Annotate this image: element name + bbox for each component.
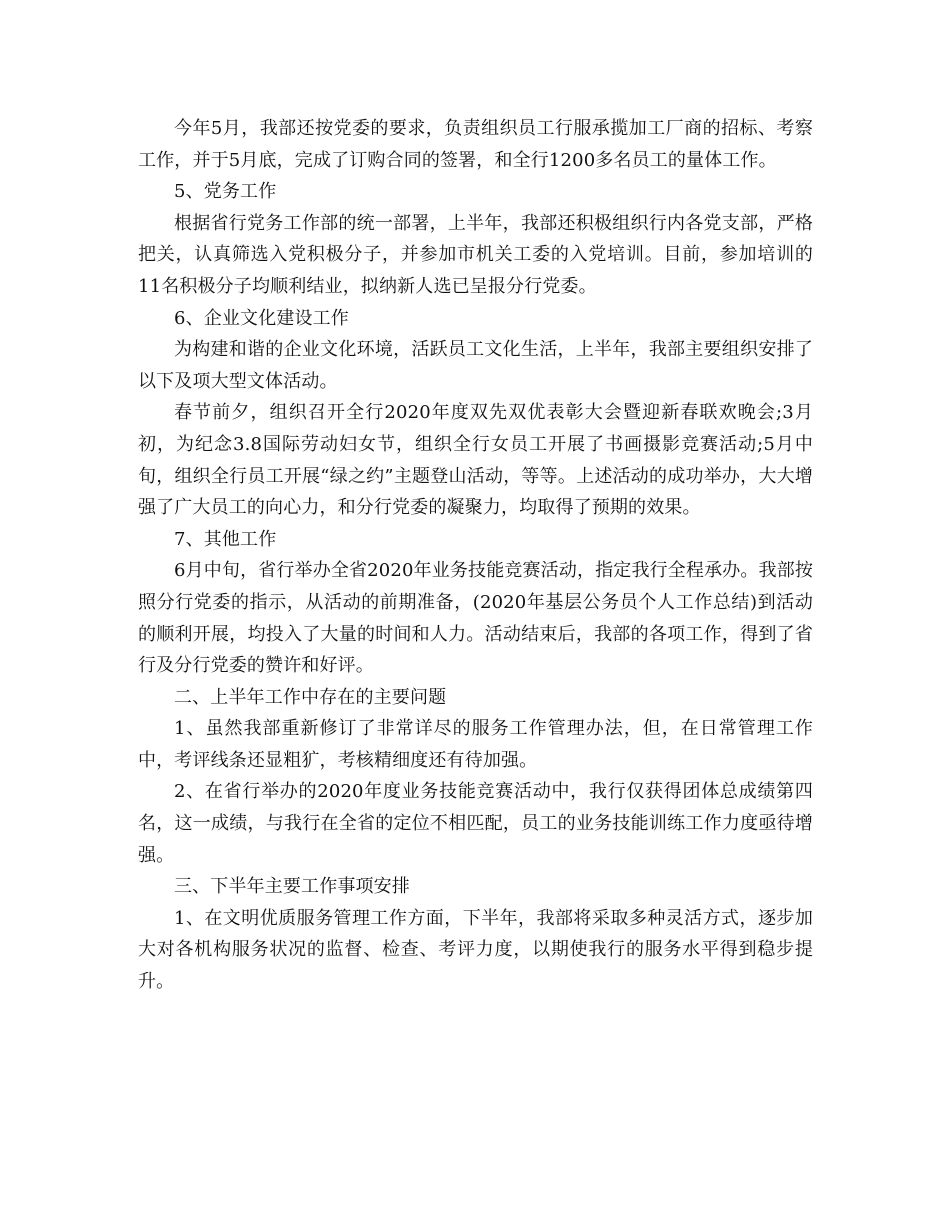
paragraph-culture-intro: 为构建和谐的企业文化环境，活跃员工文化生活，上半年，我部主要组织安排了以下及项大型文体活动。	[138, 339, 813, 392]
paragraph-problem-1: 1、虽然我部重新修订了非常详尽的服务工作管理办法，但，在日常管理工作中，考评线条还显粗犷，考核精细度还有待加强。	[138, 718, 813, 771]
paragraph-problem-2: 2、在省行举办的2020年度业务技能竞赛活动中，我行仅获得团体总成绩第四名，这一成绩，与我行在全省的定位不相匹配，员工的业务技能训练工作力度亟待增强。	[138, 781, 813, 866]
paragraph-party-affairs: 根据省行党务工作部的统一部署，上半年，我部还积极组织行内各党支部，严格把关，认真筛选入党积极分子，并参加市机关工委的入党培训。目前，参加培训的11名积极分子均顺利结业，拟纳新人选已呈报分行党委。	[138, 212, 813, 297]
heading-second-half-plan: 三、下半年主要工作事项安排	[174, 876, 410, 898]
paragraph-culture-activities: 春节前夕，组织召开全行2020年度双先双优表彰大会暨迎新春联欢晚会;3月初，为纪念3.8国际劳动妇女节，组织全行女员工开展了书画摄影竞赛活动;5月中旬，组织全行员工开展“绿之约”主题登山活动，等等。上述活动的成功举办，大大增强了广大员工的向心力，和分行党委的凝聚力，均取得了预期的效果。	[138, 402, 813, 519]
heading-other-work: 7、其他工作	[174, 528, 277, 550]
heading-corporate-culture: 6、企业文化建设工作	[174, 307, 349, 329]
paragraph-plan-1: 1、在文明优质服务管理工作方面，下半年，我部将采取多种灵活方式，逐步加大对各机构服务状况的监督、检查、考评力度，以期使我行的服务水平得到稳步提升。	[138, 907, 813, 993]
heading-main-problems: 二、上半年工作中存在的主要问题	[174, 686, 447, 708]
paragraph-uniform-procurement: 今年5月，我部还按党委的要求，负责组织员工行服承揽加工厂商的招标、考察工作，并于5月底，完成了订购合同的签署，和全行1200多名员工的量体工作。	[138, 118, 813, 171]
paragraph-other-work: 6月中旬，省行举办全省2020年业务技能竞赛活动，指定我行全程承办。我部按照分行党委的指示，从活动的前期准备，(2020年基层公务员个人工作总结)到活动的顺利开展，均投入了大量的时间和人力。活动结束后，我部的各项工作，得到了省行及分行党委的赞许和好评。	[138, 560, 813, 677]
heading-party-affairs: 5、党务工作	[174, 181, 277, 203]
document-body	[138, 113, 813, 998]
